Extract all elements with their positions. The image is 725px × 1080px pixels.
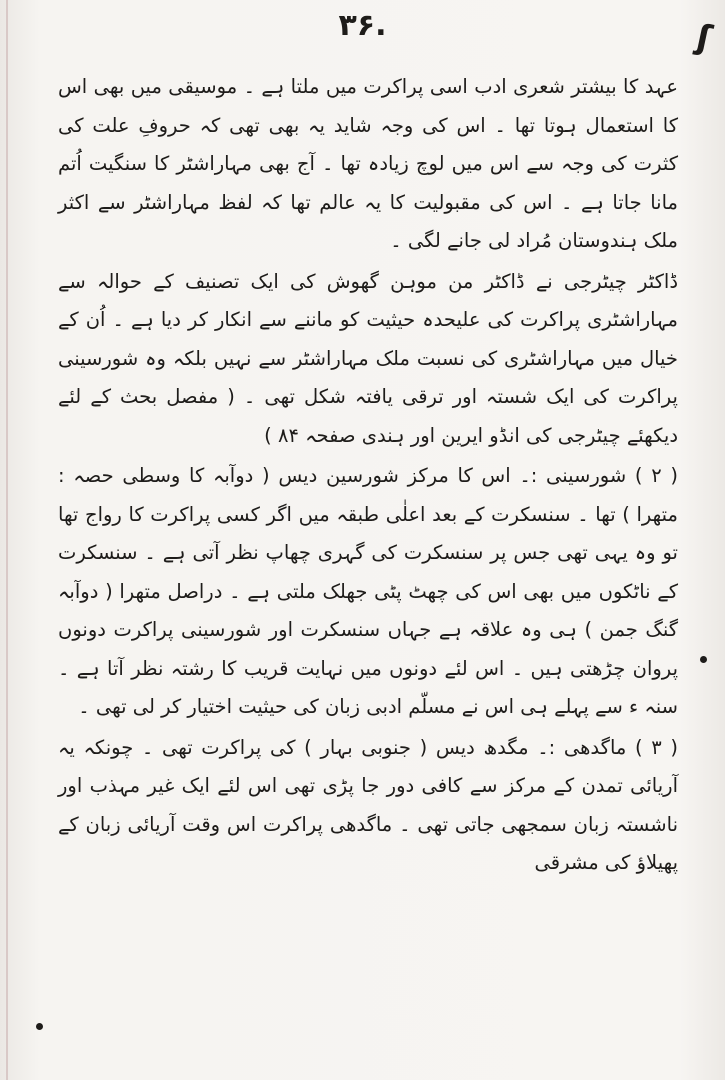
body-text xyxy=(58,68,678,883)
paragraph-1: عہد کا بیشتر شعری ادب اسی پراکرت میں ملتا ہے ۔ موسیقی میں بھی اس کا استعمال ہوتا تھا ۔ اس کی وجہ شاید یہ بھی تھی کہ حروفِ علت کی کثرت کی وجہ سے اس میں لوچ زیادہ تھا ۔ آج بھی مہاراشٹر کا سنگیت اُتم مانا جاتا ہے ۔ اس کی مقبولیت کا یہ عالم تھا کہ لفظ مہاراشٹر سے اکثر ملک ہندوستان مُراد لی جانے لگی ۔ xyxy=(58,75,678,252)
margin-line xyxy=(6,0,8,1080)
page-number: ۳۶. xyxy=(338,8,387,43)
margin-dot xyxy=(700,656,707,663)
paragraph-4: ( ۳ ) ماگدھی :۔ مگدھ دیس ( جنوبی بہار ) کی پراکرت تھی ۔ چونکہ یہ آریائی تمدن کے مرکز سے کافی دور جا پڑی تھی اس لئے ایک غیر مہذب اور ناشستہ زبان سمجھی جاتی تھی ۔ ماگدھی پراکرت اس وقت آریائی زبان کے پھیلاؤ کی مشرقی xyxy=(58,735,678,874)
corner-pencil-mark: ʃ xyxy=(692,16,716,60)
paragraph-2: ڈاکٹر چیٹرجی نے ڈاکٹر من موہن گھوش کی ایک تصنیف کے حوالہ سے مہاراشٹری پراکرت کی علیحدہ حیثیت کو ماننے سے انکار کر دیا ہے ۔ اُن کے خیال میں مہاراشٹری کی نسبت ملک مہاراشٹر سے نہیں بلکہ وہ شورسینی پراکرت کی ایک شستہ اور ترقی یافتہ شکل تھی ۔ ( مفصل بحث کے لئے دیکھئے چیٹرجی کی انڈو ایرین اور ہندی صفحہ ۸۴ ) xyxy=(58,269,678,447)
paragraph-3: ( ۲ ) شورسینی :۔ اس کا مرکز شورسین دیس ( دوآبہ کا وسطی حصہ : متھرا ) تھا ۔ سنسکرت کے بعد اعلٰی طبقہ میں اگر کسی پراکرت کا رواج تھا تو وہ یہی تھی جس پر سنسکرت کی گہری چھاپ نظر آتی ہے ۔ سنسکرت کے ناٹکوں میں بھی اس کی چھٹ پٹی جھلک ملتی ہے ۔ دراصل متھرا ( دوآبہ گنگ جمن ) ہی وہ علاقہ ہے جہاں سنسکرت اور شورسینی پراکرت دونوں پروان چڑھتی ہیں ۔ اس لئے دونوں میں نہایت قریب کا رشتہ نظر آتا ہے ۔ سنہ ء سے پہلے ہی اس نے مسلّم ادبی زبان کی حیثیت اختیار کر لی تھی ۔ xyxy=(58,464,678,718)
margin-dot xyxy=(36,1023,43,1030)
